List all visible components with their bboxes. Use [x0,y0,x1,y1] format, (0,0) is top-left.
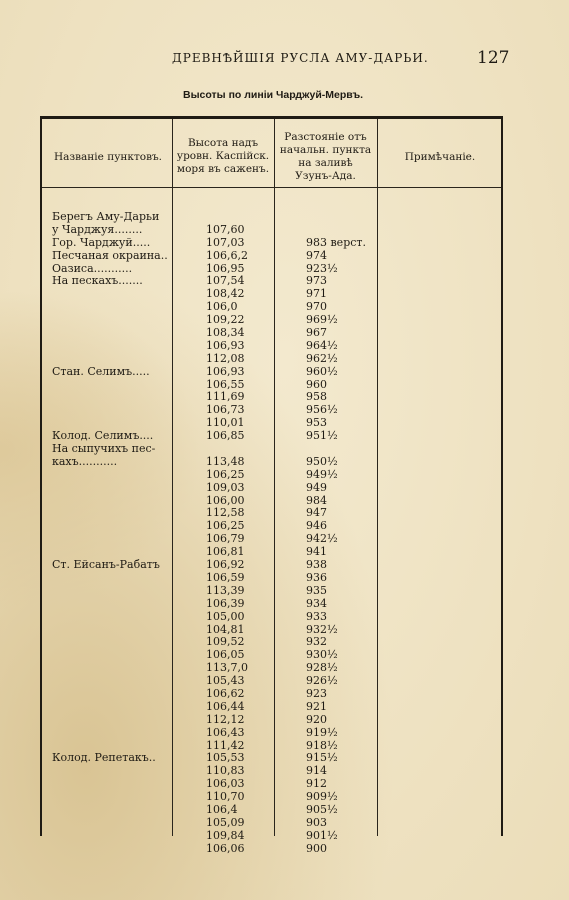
table-row [42,791,501,804]
distance-cell: 923 [306,686,327,700]
distance-cell: 934 [306,596,327,610]
table-row [42,533,501,546]
distance-cell: 967 [306,326,327,340]
height-cell: 105,09 [206,815,245,829]
height-cell: 106,03 [206,777,245,791]
height-cell: 112,08 [206,351,245,365]
distance-cell: 949½ [306,467,338,481]
table-row [42,340,501,353]
distance-cell: 921 [306,699,327,713]
running-head: ДРЕВНѢЙШІЯ РУСЛА АМУ-ДАРЬИ. [172,51,429,65]
distance-cell: 909½ [306,790,338,804]
table-row [42,288,501,301]
place-name-cell: На сыпучихъ пес- [52,443,156,456]
distance-cell: 960½ [306,364,338,378]
table-row [42,379,501,392]
height-cell: 109,52 [206,635,245,649]
height-cell: 113,39 [206,583,245,597]
table-row [42,301,501,314]
distance-cell: 956½ [306,403,338,417]
table-row [42,507,501,520]
table-row [42,520,501,533]
place-name-cell: Ст. Ейсанъ-Рабатъ [52,559,160,572]
table-row [42,572,501,585]
place-name-cell: Колод. Селимъ.... [52,430,154,443]
table-row [42,585,501,598]
distance-cell: 926½ [306,674,338,688]
distance-cell: 951½ [306,429,338,443]
header-line: Узунъ-Ада. [295,170,356,182]
header-line: Названіе пунктовъ. [53,151,163,163]
height-cell: 106,95 [206,261,245,275]
distance-cell: 970 [306,300,327,314]
distance-cell: 941 [306,545,327,559]
height-cell: 106,00 [206,493,245,507]
height-cell: 106,81 [206,545,245,559]
height-cell: 111,42 [206,738,245,752]
height-cell: 106,93 [206,338,245,352]
height-cell: 109,84 [206,828,245,842]
table-row [42,404,501,417]
height-cell: 106,62 [206,686,245,700]
height-cell: 106,92 [206,558,245,572]
distance-cell: 918½ [306,738,338,752]
distance-cell: 971 [306,287,327,301]
table-row [42,224,501,237]
header-line: уровн. Каспійск. [176,150,270,162]
table-row [42,250,501,263]
height-cell: 109,03 [206,480,245,494]
distance-cell: 946 [306,519,327,533]
table-row [42,611,501,624]
table-row [42,727,501,740]
table-row [42,456,501,469]
table-row [42,830,501,843]
table-row [42,417,501,430]
height-cell: 106,43 [206,725,245,739]
place-name-cell: Стан. Селимъ..... [52,365,150,378]
height-cell: 111,69 [206,390,245,404]
table-row [42,443,501,456]
table-row [42,740,501,753]
place-name-cell: у Чарджуя........ [52,223,143,236]
table-row [42,675,501,688]
height-cell: 106,05 [206,648,245,662]
height-cell: 109,22 [206,313,245,327]
height-cell: 112,12 [206,712,245,726]
table-row [42,843,501,856]
height-cell: 113,48 [206,454,245,468]
height-cell: 106,93 [206,364,245,378]
table-row [42,804,501,817]
height-cell: 107,60 [206,222,245,236]
distance-cell: 935 [306,583,327,597]
header-line: моря въ саженъ. [176,163,270,175]
distance-cell: 950½ [306,454,338,468]
distance-cell: 960 [306,377,327,391]
table-row [42,482,501,495]
header-name [44,151,172,164]
height-cell: 106,25 [206,519,245,533]
table-row [42,391,501,404]
height-cell: 105,00 [206,609,245,623]
height-cell: 106,4 [206,802,238,816]
height-cell: 106,06 [206,841,245,855]
table-row [42,559,501,572]
height-cell: 106,0 [206,300,238,314]
distance-cell: 915½ [306,751,338,765]
header-distance [274,131,377,183]
header-line: Высота надъ [187,137,259,149]
height-cell: 106,73 [206,403,245,417]
table-row [42,546,501,559]
distance-cell: 905½ [306,802,338,816]
table-row [42,817,501,830]
height-cell: 106,59 [206,570,245,584]
table-row [42,327,501,340]
table-row [42,211,501,224]
distance-cell: 947 [306,506,327,520]
distance-cell: 973 [306,274,327,288]
header-line: Разстояніе отъ [284,131,367,143]
table-row [42,366,501,379]
distance-cell: 932½ [306,622,338,636]
distance-cell: 900 [306,841,327,855]
distance-cell: 901½ [306,828,338,842]
height-cell: 110,70 [206,790,245,804]
distance-cell: 936 [306,570,327,584]
place-name-cell: Берегъ Аму-Дарьи [52,211,160,223]
place-name-cell: Колод. Репетакъ.. [52,752,156,765]
place-name-cell: На пескахъ....... [52,275,143,288]
height-cell: 105,53 [206,751,245,765]
distance-cell: 949 [306,480,327,494]
place-name-cell: кахъ........... [52,455,118,468]
distance-cell: 919½ [306,725,338,739]
page-number: 127 [477,48,510,68]
distance-cell: 930½ [306,648,338,662]
table-row [42,314,501,327]
height-cell: 105,43 [206,674,245,688]
table-row [42,714,501,727]
place-name-cell: Песчаная окраина.. [52,249,168,262]
table-row [42,765,501,778]
distance-cell: 983 верст. [306,235,366,249]
height-cell: 110,83 [206,764,245,778]
height-cell: 106,55 [206,377,245,391]
height-cell: 110,01 [206,416,245,430]
table-row [42,598,501,611]
table-row [42,275,501,288]
table-row [42,237,501,250]
distance-cell: 964½ [306,338,338,352]
height-cell: 108,34 [206,326,245,340]
table-row [42,495,501,508]
header-line: начальн. пункта [279,144,372,156]
table-row [42,752,501,765]
height-cell: 106,44 [206,699,245,713]
distance-cell: 914 [306,764,327,778]
height-cell: 107,54 [206,274,245,288]
table-row [42,469,501,482]
table-row [42,624,501,637]
height-cell: 104,81 [206,622,245,636]
table-row [42,353,501,366]
table-row [42,701,501,714]
distance-cell: 942½ [306,532,338,546]
distance-cell: 903 [306,815,327,829]
height-cell: 113,7,0 [206,661,248,675]
distance-cell: 938 [306,558,327,572]
table-body [42,211,501,856]
header-divider [42,187,501,188]
distance-cell: 969½ [306,313,338,327]
distance-cell: 984 [306,493,327,507]
header-height [172,137,274,176]
table-row [42,778,501,791]
distance-cell: 912 [306,777,327,791]
header-note [377,151,503,164]
elevation-table [40,116,503,855]
table-row [42,649,501,662]
header-line: Примѣчаніе. [404,151,476,163]
height-cell: 106,25 [206,467,245,481]
distance-cell: 933 [306,609,327,623]
place-name-cell: Оазиса........... [52,262,133,275]
height-cell: 107,03 [206,235,245,249]
distance-cell: 920 [306,712,327,726]
height-cell: 106,85 [206,429,245,443]
table-row [42,636,501,649]
table-row [42,662,501,675]
table-row [42,430,501,443]
table-row [42,263,501,276]
height-cell: 106,6,2 [206,248,248,262]
distance-cell: 953 [306,416,327,430]
distance-cell: 962½ [306,351,338,365]
height-cell: 106,39 [206,596,245,610]
distance-cell: 923½ [306,261,338,275]
height-cell: 108,42 [206,287,245,301]
place-name-cell: Гор. Чарджуй..... [52,236,151,249]
header-line: на заливѣ [298,157,353,169]
distance-cell: 928½ [306,661,338,675]
distance-cell: 932 [306,635,327,649]
table-row [42,688,501,701]
distance-cell: 958 [306,390,327,404]
distance-cell: 974 [306,248,327,262]
height-cell: 106,79 [206,532,245,546]
table-title: Высоты по линіи Чарджуй-Мервъ. [183,89,364,101]
height-cell: 112,58 [206,506,245,520]
